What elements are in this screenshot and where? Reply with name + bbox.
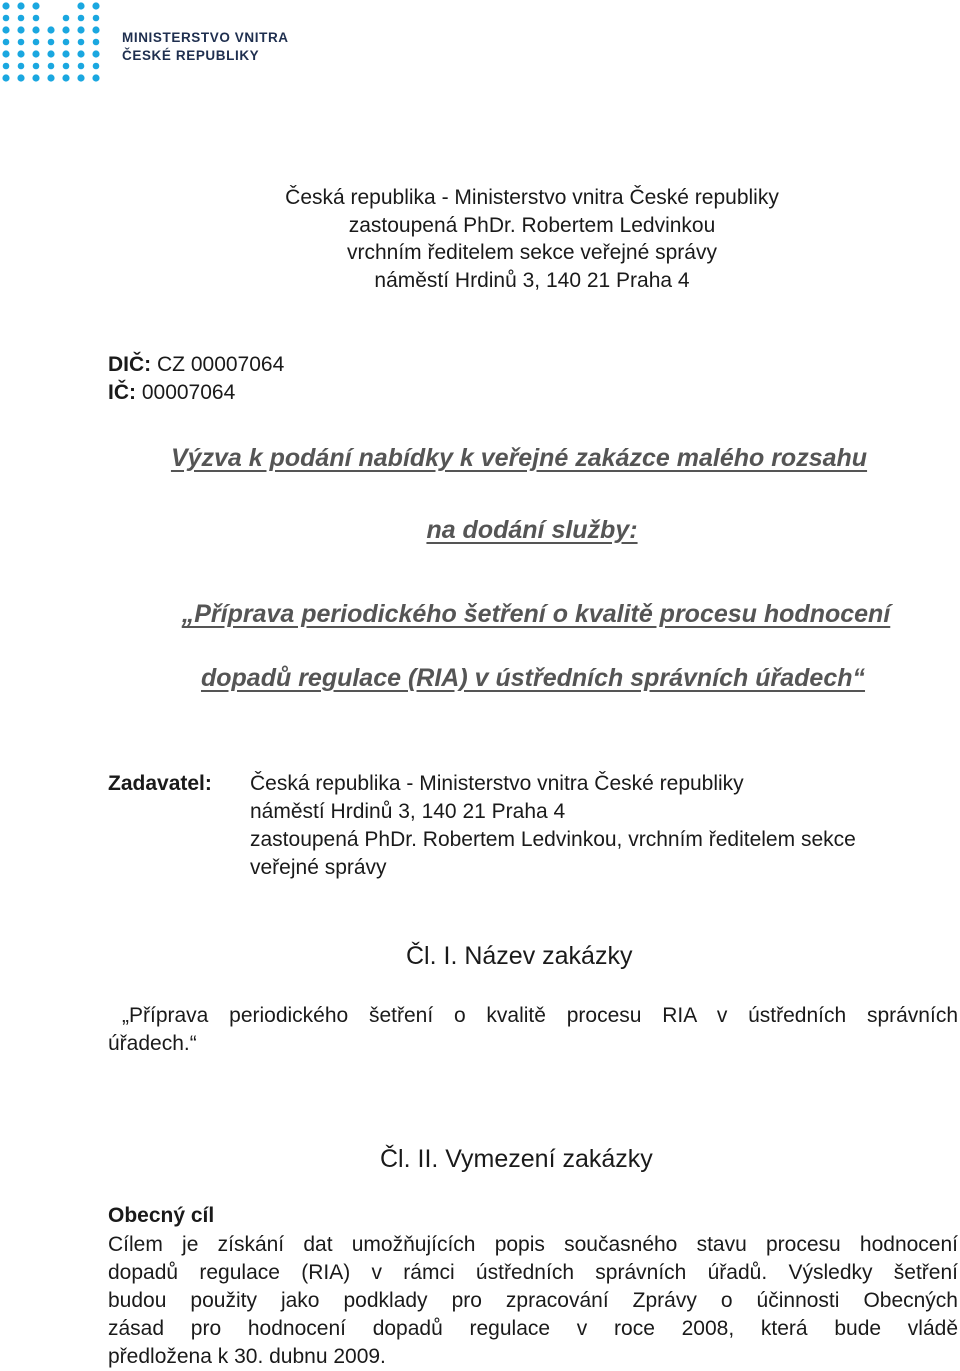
logo-line2: ČESKÉ REPUBLIKY [122, 48, 260, 63]
logo-dot [93, 39, 100, 46]
tax-ids [108, 351, 284, 406]
logo-dot [2, 50, 9, 57]
logo-dot [2, 26, 9, 33]
zadavatel-label: Zadavatel: [108, 772, 212, 795]
address-line-1: Česká republika - Ministerstvo vnitra České republiky [285, 186, 779, 209]
ic-row [108, 379, 284, 407]
section-2-subheading: Obecný cíl [108, 1204, 215, 1227]
logo-dot [78, 39, 85, 46]
address-line-3: vrchním ředitelem sekce veřejné správy [347, 241, 717, 264]
title-line-3: „Příprava periodického šetření o kvalitě procesu hodnocení [181, 600, 891, 628]
logo-line1: MINISTERSTVO VNITRA [122, 30, 289, 45]
section-1-text [108, 1002, 958, 1058]
logo-dot [62, 74, 69, 81]
zadavatel-line-3: zastoupená PhDr. Robertem Ledvinkou, vrchním ředitelem sekce [250, 828, 856, 851]
logo-dot [63, 63, 70, 70]
dic-value: CZ 00007064 [151, 353, 285, 376]
logo-dot [48, 63, 55, 70]
logo-dot [3, 39, 10, 46]
zadavatel-details [250, 770, 940, 882]
logo-dot [47, 50, 54, 57]
title-line-2: na dodání služby: [426, 516, 638, 544]
title-line-1: Výzva k podání nabídky k veřejné zakázce malého rozsahu [170, 444, 868, 472]
ic-value: 00007064 [136, 380, 236, 404]
logo-text [122, 29, 289, 65]
section-2-text [108, 1231, 958, 1371]
logo-dot [63, 15, 70, 22]
logo-dot [3, 63, 10, 70]
dic-row [108, 351, 284, 379]
section-2-line-2: dopadů regulace (RIA) v rámci ústředních správních úřadů. Výsledky šetření [108, 1261, 958, 1284]
logo-dot [32, 26, 39, 33]
section-1-heading: Čl. I. Název zakázky [406, 942, 633, 970]
logo-dot [18, 15, 25, 22]
dic-label: DIČ: [108, 353, 152, 376]
logo-dot [92, 26, 99, 33]
logo-dot [93, 15, 100, 22]
logo-dot [32, 74, 39, 81]
section-2-line-5: předložena k 30. dubnu 2009. [108, 1345, 386, 1368]
section-1-line-1: „Příprava periodického šetření o kvalitě procesu RIA v ústředních správních [122, 1004, 958, 1027]
logo-dot [17, 50, 24, 57]
logo-dot [32, 2, 39, 9]
address-block [0, 184, 960, 294]
logo-dot [33, 15, 40, 22]
logo-dot [92, 50, 99, 57]
logo-dot [77, 26, 84, 33]
section-2-line-1: Cílem je získání dat umožňujících popis současného stavu procesu hodnocení [108, 1233, 958, 1256]
logo-dot [78, 63, 85, 70]
section-2-heading: Čl. II. Vymezení zakázky [380, 1145, 653, 1173]
section-1-line-2: úřadech.“ [108, 1032, 197, 1055]
logo-dot [17, 2, 24, 9]
logo-dot [2, 2, 9, 9]
logo-dot [93, 63, 100, 70]
logo-dot [33, 39, 40, 46]
section-2-line-3: budou použity jako podklady pro zpracování Zprávy o účinnosti Obecných [108, 1289, 958, 1312]
logo-dot [77, 2, 84, 9]
logo-dot [3, 15, 10, 22]
title-line-4: dopadů regulace (RIA) v ústředních správních úřadech“ [200, 664, 866, 692]
ministry-logo [0, 0, 292, 82]
logo-dot [32, 50, 39, 57]
logo-dot [77, 50, 84, 57]
logo-dot [48, 39, 55, 46]
logo-dot [18, 39, 25, 46]
logo-dot [92, 74, 99, 81]
logo-dot [63, 39, 70, 46]
logo-dot [62, 26, 69, 33]
logo-dot [62, 50, 69, 57]
logo-dot [17, 74, 24, 81]
address-line-4: náměstí Hrdinů 3, 140 21 Praha 4 [374, 268, 690, 292]
logo-dot [78, 15, 85, 22]
ic-label: IČ: [108, 380, 136, 404]
logo-dot [18, 63, 25, 70]
address-line-2: zastoupená PhDr. Robertem Ledvinkou [348, 213, 716, 237]
logo-dot [47, 74, 54, 81]
section-2-line-4: zásad pro hodnocení dopadů regulace v roce 2008, která bude vládě [108, 1317, 958, 1340]
logo-dot [17, 26, 24, 33]
logo-dot [92, 2, 99, 9]
logo-dot [2, 74, 9, 81]
logo-dot [47, 26, 54, 33]
logo-dot [33, 63, 40, 70]
logo-dot [77, 74, 84, 81]
zadavatel-line-1: Česká republika - Ministerstvo vnitra České republiky [250, 772, 744, 795]
dot-grid-icon [0, 0, 110, 82]
zadavatel-line-2: náměstí Hrdinů 3, 140 21 Praha 4 [250, 800, 566, 823]
zadavatel-line-4: veřejné správy [250, 856, 387, 879]
